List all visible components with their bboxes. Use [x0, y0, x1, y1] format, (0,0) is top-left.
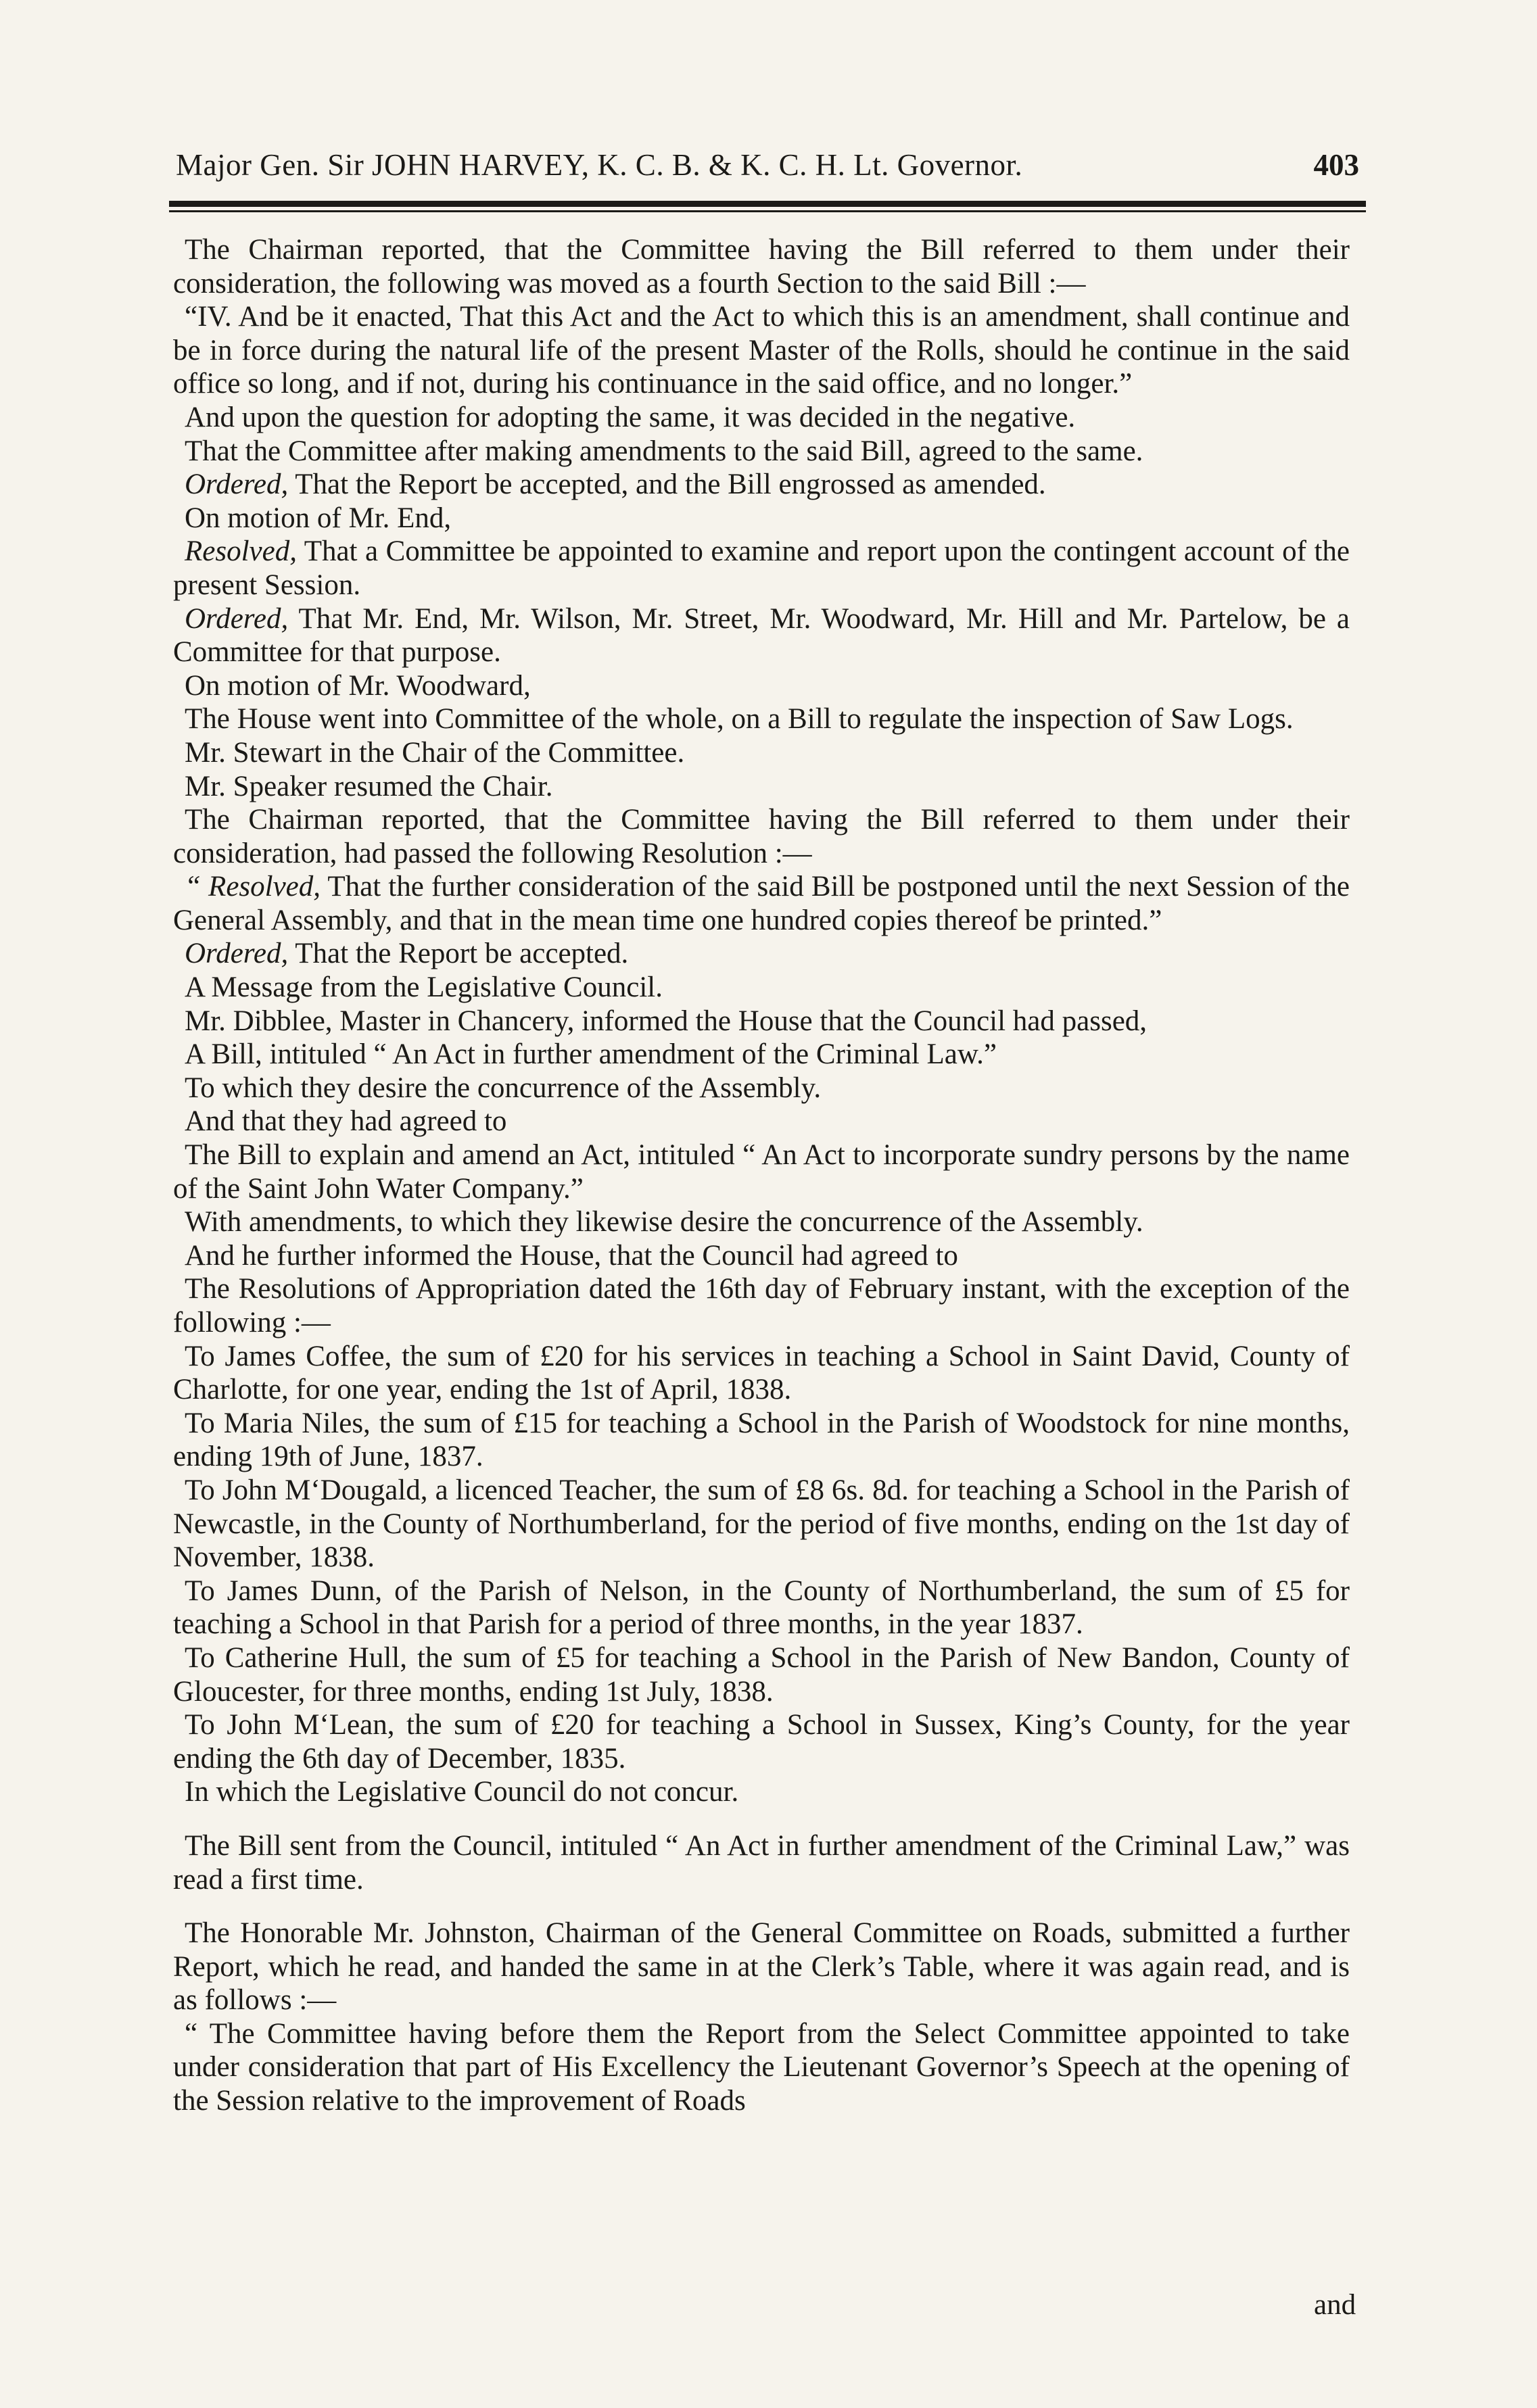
- paragraph: [173, 702, 1350, 736]
- paragraph: [173, 1005, 1350, 1038]
- paragraph: [173, 1038, 1350, 1071]
- paragraph-text: To Maria Niles, the sum of £15 for teaching a School in the Parish of Woodstock for nine months, ending 19th of June, 1837.: [173, 1407, 1350, 1473]
- running-title: Major Gen. Sir JOHN HARVEY, K. C. B. & K. C. H. Lt. Governor.: [176, 148, 1023, 182]
- paragraph-text: And that they had agreed to: [185, 1105, 507, 1138]
- running-header: [169, 147, 1359, 183]
- paragraph: [173, 870, 1350, 937]
- paragraph-text: That the Report be accepted, and the Bill engrossed as amended.: [288, 468, 1046, 501]
- paragraph-text: “IV. And be it enacted, That this Act and the Act to which this is an amendment, shall continue and be in force during the natural life of the present Master of the Rolls, should he continue in the said office so long, and if not, during his continuance in the said office, and no longer.”: [173, 301, 1350, 400]
- paragraph-text: A Bill, intituled “ An Act in further amendment of the Criminal Law.”: [185, 1038, 997, 1071]
- paragraph: [173, 937, 1350, 971]
- paragraph-text: And he further informed the House, that the Council had agreed to: [185, 1239, 958, 1272]
- header-rule-thick: [169, 201, 1366, 207]
- paragraph-text: Mr. Dibblee, Master in Chancery, informed the House that the Council had passed,: [185, 1005, 1148, 1037]
- paragraph: [173, 1205, 1350, 1239]
- paragraph: [173, 1641, 1350, 1708]
- paragraph: [173, 535, 1350, 602]
- paragraph-text: To James Dunn, of the Parish of Nelson, in the County of Northumberland, the sum of £5 for teaching a School in that Parish for a period of three months, in the year 1837.: [173, 1574, 1350, 1641]
- paragraph-text: To John M‘Dougald, a licenced Teacher, the sum of £8 6s. 8d. for teaching a School in the Parish of Newcastle, in the County of Northumberland, for the period of five months, ending on the 1st day of November, 1838.: [173, 1474, 1350, 1574]
- paragraph: [173, 803, 1350, 870]
- paragraph: [173, 1708, 1350, 1775]
- paragraph-text: The Resolutions of Appropriation dated the 16th day of February instant, with the exception of the following :—: [173, 1273, 1350, 1339]
- paragraph-text: The House went into Committee of the whole, on a Bill to regulate the inspection of Saw Logs.: [185, 703, 1294, 736]
- paragraph-text: To which they desire the concurrence of the Assembly.: [185, 1071, 822, 1104]
- header-rule-thin: [169, 210, 1366, 212]
- paragraph-text: A Message from the Legislative Council.: [185, 971, 663, 1004]
- paragraph-text: To James Coffee, the sum of £20 for his services in teaching a School in Saint David, County of Charlotte, for one year, ending the 1st of April, 1838.: [173, 1340, 1350, 1406]
- paragraph-text: On motion of Mr. Woodward,: [185, 669, 531, 702]
- paragraph: [173, 233, 1350, 300]
- paragraph: [173, 502, 1350, 535]
- paragraph-text: That the further consideration of the said Bill be postponed until the next Session of the General Assembly, and that in the mean time one hundred copies thereof be printed.”: [173, 871, 1350, 936]
- paragraph-text: With amendments, to which they likewise desire the concurrence of the Assembly.: [185, 1206, 1143, 1238]
- paragraph-text: That Mr. End, Mr. Wilson, Mr. Street, Mr. Woodward, Mr. Hill and Mr. Partelow, be a Committee for that purpose.: [173, 602, 1350, 669]
- paragraph: [173, 669, 1350, 703]
- paragraph: [173, 1138, 1350, 1205]
- paragraph: [173, 2017, 1350, 2118]
- paragraph: [173, 1775, 1350, 1809]
- page-number: 403: [1313, 148, 1359, 182]
- paragraph: [173, 435, 1350, 468]
- paragraph: [173, 1239, 1350, 1273]
- paragraph: [173, 1407, 1350, 1474]
- paragraph-text: And upon the question for adopting the same, it was decided in the negative.: [185, 401, 1076, 433]
- paragraph-text: That the Report be accepted.: [288, 938, 629, 970]
- paragraph-text: The Bill sent from the Council, intituled “ An Act in further amendment of the Criminal Law,” was read a first time.: [173, 1829, 1350, 1896]
- paragraph: [173, 971, 1350, 1005]
- paragraph-label: Resolved,: [185, 535, 297, 568]
- paragraph: [173, 1474, 1350, 1574]
- paragraph-text: That a Committee be appointed to examine and report upon the contingent account of the present Session.: [173, 535, 1350, 601]
- paragraph-text: The Chairman reported, that the Committee having the Bill referred to them under their consideration, the following was moved as a fourth Section to the said Bill :—: [173, 234, 1350, 299]
- paragraph: [173, 1574, 1350, 1641]
- paragraph-text: On motion of Mr. End,: [185, 502, 452, 534]
- paragraph: [173, 1105, 1350, 1138]
- paragraph-text: The Honorable Mr. Johnston, Chairman of the General Committee on Roads, submitted a further Report, which he read, and handed the same in at the Clerk’s Table, where it was again read, and is as follows :—: [173, 1917, 1350, 2017]
- paragraph: [173, 1829, 1350, 1896]
- paragraph-text: In which the Legislative Council do not concur.: [185, 1776, 739, 1808]
- paragraph: [173, 1340, 1350, 1407]
- paragraph-label: Ordered,: [185, 938, 289, 970]
- paragraph: [173, 602, 1350, 669]
- paragraph-text: The Chairman reported, that the Committee having the Bill referred to them under their consideration, had passed the following Resolution :—: [173, 804, 1350, 869]
- catchword: and: [1314, 2289, 1356, 2321]
- paragraph: [173, 1917, 1350, 2017]
- paragraph-text: To Catherine Hull, the sum of £5 for teaching a School in the Parish of New Bandon, County of Gloucester, for three months, ending 1st July, 1838.: [173, 1641, 1350, 1708]
- paragraph-label: Ordered,: [185, 468, 289, 501]
- paragraph: [173, 1071, 1350, 1105]
- paragraph: [173, 1272, 1350, 1339]
- paragraph-text: Mr. Stewart in the Chair of the Committee.: [185, 736, 685, 769]
- paragraph-text: That the Committee after making amendments to the said Bill, agreed to the same.: [185, 435, 1143, 467]
- page-body: [173, 233, 1350, 2118]
- paragraph: [173, 300, 1350, 401]
- paragraph-text: Mr. Speaker resumed the Chair.: [185, 770, 553, 802]
- paragraph-text: “ The Committee having before them the Report from the Select Committee appointed to take under consideration that part of His Excellency the Lieutenant Governor’s Speech at the opening of the Session relative to the improvement of Roads: [173, 2017, 1350, 2117]
- paragraph: [173, 401, 1350, 435]
- paragraph: [173, 736, 1350, 770]
- paragraph: [173, 770, 1350, 804]
- paragraph-label: “ Resolved,: [185, 871, 321, 903]
- paragraph-label: Ordered,: [185, 602, 289, 635]
- paragraph-text: To John M‘Lean, the sum of £20 for teaching a School in Sussex, King’s County, for the year ending the 6th day of December, 1835.: [173, 1709, 1350, 1775]
- paragraph-text: The Bill to explain and amend an Act, intituled “ An Act to incorporate sundry persons by the name of the Saint John Water Company.”: [173, 1139, 1350, 1205]
- paragraph: [173, 468, 1350, 502]
